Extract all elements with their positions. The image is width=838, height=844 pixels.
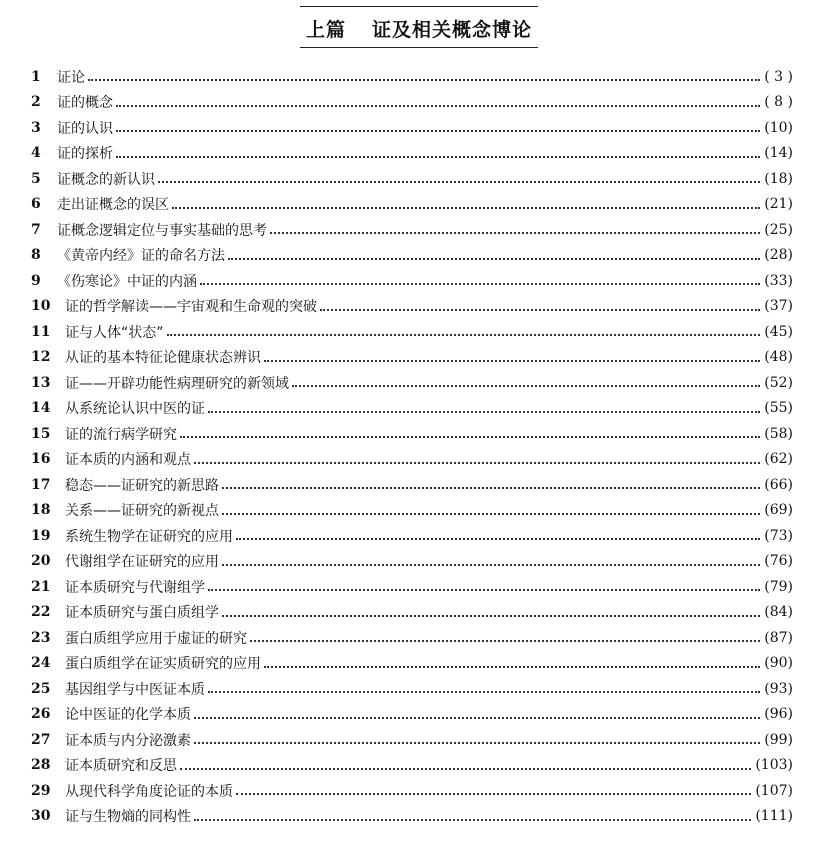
toc-entry-page: (103) (755, 757, 793, 774)
toc-entry[interactable] (31, 549, 793, 575)
toc-entry-title[interactable]: 证概念的新认识 (57, 171, 155, 188)
toc-entry-number: 29 (31, 782, 51, 799)
toc-entry-title[interactable]: 证概念逻辑定位与事实基础的思考 (57, 222, 267, 239)
toc-entry[interactable] (31, 702, 793, 728)
toc-entry-page: (58) (764, 425, 793, 442)
toc-entry-page: (33) (764, 272, 793, 289)
dot-leader (320, 308, 760, 311)
toc-entry-page: (96) (764, 706, 793, 723)
toc-entry-page: (52) (764, 374, 793, 391)
toc-entry-number: 14 (31, 400, 51, 417)
toc-entry-title[interactable]: 论中医证的化学本质 (65, 707, 191, 724)
toc-entry-page: (25) (764, 221, 793, 238)
toc-entry[interactable] (31, 651, 793, 677)
dot-leader (208, 410, 760, 413)
toc-entry[interactable] (31, 472, 793, 498)
toc-entry-number: 15 (31, 425, 51, 442)
dot-leader (292, 384, 760, 387)
toc-entry-page: (62) (764, 451, 793, 468)
toc-entry-title[interactable]: 证——开辟功能性病理研究的新领域 (65, 375, 289, 392)
toc-entry[interactable] (31, 804, 793, 830)
toc-entry-number: 23 (31, 629, 51, 646)
dot-leader (236, 792, 751, 795)
table-of-contents (31, 64, 793, 829)
toc-entry-title[interactable]: 《伤寒论》中证的内涵 (57, 273, 197, 290)
toc-entry[interactable] (31, 396, 793, 422)
toc-entry-page: (79) (764, 578, 793, 595)
toc-entry-page: (99) (764, 731, 793, 748)
toc-entry-title[interactable]: 从现代科学角度论证的本质 (65, 783, 233, 800)
toc-entry-title[interactable]: 从系统论认识中医的证 (65, 401, 205, 418)
toc-entry[interactable] (31, 421, 793, 447)
toc-entry-page: (73) (764, 527, 793, 544)
dot-leader (194, 461, 760, 464)
dot-leader (250, 639, 760, 642)
toc-entry-title[interactable]: 蛋白质组学应用于虚证的研究 (65, 630, 247, 647)
toc-entry-number: 2 (31, 94, 41, 111)
dot-leader (180, 435, 760, 438)
dot-leader (194, 716, 760, 719)
dot-leader (270, 231, 760, 234)
toc-entry-title[interactable]: 证的概念 (57, 95, 113, 112)
dot-leader (208, 690, 760, 693)
toc-entry-number: 1 (31, 68, 41, 85)
heading-container (0, 6, 838, 48)
toc-entry-page: (111) (755, 808, 793, 825)
toc-entry-title[interactable]: 证与人体“状态” (65, 324, 164, 341)
toc-entry-page: (93) (764, 680, 793, 697)
toc-entry-title[interactable]: 证本质与内分泌激素 (65, 732, 191, 749)
section-part-label: 上篇 (305, 19, 346, 41)
toc-entry-page: (28) (764, 247, 793, 264)
dot-leader (208, 588, 760, 591)
toc-entry-page: (66) (764, 476, 793, 493)
toc-entry-number: 30 (31, 808, 51, 825)
toc-entry-number: 24 (31, 655, 51, 672)
toc-entry-number: 25 (31, 680, 51, 697)
dot-leader (88, 78, 760, 81)
toc-entry-title[interactable]: 证本质研究与蛋白质组学 (65, 605, 219, 622)
toc-entry-number: 20 (31, 553, 51, 570)
toc-entry[interactable] (31, 115, 793, 141)
toc-entry-number: 16 (31, 451, 51, 468)
dot-leader (172, 206, 760, 209)
toc-entry-title[interactable]: 基因组学与中医证本质 (65, 681, 205, 698)
toc-entry-title[interactable]: 蛋白质组学在证实质研究的应用 (65, 656, 261, 673)
toc-entry-title[interactable]: 证的认识 (57, 120, 113, 137)
toc-entry-page: (55) (764, 400, 793, 417)
toc-entry-number: 18 (31, 502, 51, 519)
toc-entry[interactable] (31, 345, 793, 371)
toc-entry[interactable] (31, 753, 793, 779)
toc-entry-page: (14) (764, 145, 793, 162)
toc-entry[interactable] (31, 141, 793, 167)
toc-entry[interactable] (31, 64, 793, 90)
toc-entry-number: 21 (31, 578, 51, 595)
toc-entry-number: 19 (31, 527, 51, 544)
toc-entry-number: 26 (31, 706, 51, 723)
toc-entry[interactable] (31, 523, 793, 549)
toc-entry-page: ( 3 ) (764, 68, 793, 85)
dot-leader (228, 257, 760, 260)
toc-entry[interactable] (31, 243, 793, 269)
dot-leader (116, 155, 760, 158)
dot-leader (167, 333, 761, 336)
toc-entry-title[interactable]: 证本质研究与代谢组学 (65, 579, 205, 596)
dot-leader (194, 818, 751, 821)
toc-entry-title[interactable]: 证与生物熵的同构性 (65, 809, 191, 826)
section-title: 证及相关概念博论 (372, 19, 533, 41)
dot-leader (264, 665, 760, 668)
toc-entry-number: 28 (31, 757, 51, 774)
toc-entry-page: (37) (764, 298, 793, 315)
toc-entry[interactable] (31, 727, 793, 753)
dot-leader (222, 486, 760, 489)
dot-leader (116, 129, 760, 132)
toc-entry-title[interactable]: 证本质的内涵和观点 (65, 452, 191, 469)
toc-entry-title[interactable]: 证论 (57, 69, 85, 86)
toc-entry-title[interactable]: 代谢组学在证研究的应用 (65, 554, 219, 571)
toc-entry-number: 17 (31, 476, 51, 493)
toc-entry-page: (21) (764, 196, 793, 213)
section-heading (300, 6, 538, 48)
toc-entry-title[interactable]: 关系——证研究的新视点 (65, 503, 219, 520)
toc-entry-title[interactable]: 证的流行病学研究 (65, 426, 177, 443)
toc-entry-page: (87) (764, 629, 793, 646)
toc-entry-number: 12 (31, 349, 51, 366)
toc-entry-number: 5 (31, 170, 41, 187)
toc-entry-page: ( 8 ) (764, 94, 793, 111)
dot-leader (180, 767, 751, 770)
toc-entry-page: (10) (764, 119, 793, 136)
toc-entry-page: (76) (764, 553, 793, 570)
toc-entry[interactable] (31, 217, 793, 243)
toc-entry[interactable] (31, 294, 793, 320)
toc-entry[interactable] (31, 166, 793, 192)
toc-entry[interactable] (31, 447, 793, 473)
toc-entry-number: 11 (31, 323, 51, 340)
toc-entry-title[interactable]: 证本质研究和反思 (65, 758, 177, 775)
dot-leader (200, 282, 760, 285)
toc-entry[interactable] (31, 90, 793, 116)
dot-leader (222, 512, 760, 515)
dot-leader (236, 537, 760, 540)
toc-entry-page: (48) (764, 349, 793, 366)
toc-entry-page: (69) (764, 502, 793, 519)
toc-entry-title[interactable]: 系统生物学在证研究的应用 (65, 528, 233, 545)
toc-entry-number: 9 (31, 272, 41, 289)
toc-entry-number: 3 (31, 119, 41, 136)
toc-entry[interactable] (31, 370, 793, 396)
toc-entry-number: 8 (31, 247, 41, 264)
toc-entry-page: (84) (764, 604, 793, 621)
toc-entry[interactable] (31, 625, 793, 651)
toc-entry[interactable] (31, 574, 793, 600)
toc-entry[interactable] (31, 600, 793, 626)
toc-entry-title[interactable]: 从证的基本特征论健康状态辨识 (65, 350, 261, 367)
toc-entry[interactable] (31, 676, 793, 702)
toc-entry-page: (18) (764, 170, 793, 187)
toc-entry-number: 13 (31, 374, 51, 391)
toc-entry-number: 22 (31, 604, 51, 621)
toc-entry-page: (90) (764, 655, 793, 672)
dot-leader (264, 359, 760, 362)
toc-entry-title[interactable]: 证的探析 (57, 146, 113, 163)
toc-entry-number: 27 (31, 731, 51, 748)
toc-entry[interactable] (31, 778, 793, 804)
toc-entry-title[interactable]: 《黄帝内经》证的命名方法 (57, 248, 225, 265)
toc-entry-number: 7 (31, 221, 41, 238)
dot-leader (116, 104, 760, 107)
toc-entry[interactable] (31, 268, 793, 294)
toc-entry[interactable] (31, 319, 793, 345)
toc-entry-title[interactable]: 稳态——证研究的新思路 (65, 477, 219, 494)
toc-entry-page: (45) (764, 323, 793, 340)
toc-entry[interactable] (31, 498, 793, 524)
toc-entry-title[interactable]: 走出证概念的误区 (57, 197, 169, 214)
toc-entry-number: 4 (31, 145, 41, 162)
dot-leader (158, 180, 760, 183)
toc-entry[interactable] (31, 192, 793, 218)
dot-leader (194, 741, 760, 744)
dot-leader (222, 614, 760, 617)
toc-entry-title[interactable]: 证的哲学解读——宇宙观和生命观的突破 (65, 299, 317, 316)
toc-entry-number: 6 (31, 196, 41, 213)
dot-leader (222, 563, 760, 566)
toc-entry-number: 10 (31, 298, 51, 315)
toc-entry-page: (107) (755, 782, 793, 799)
